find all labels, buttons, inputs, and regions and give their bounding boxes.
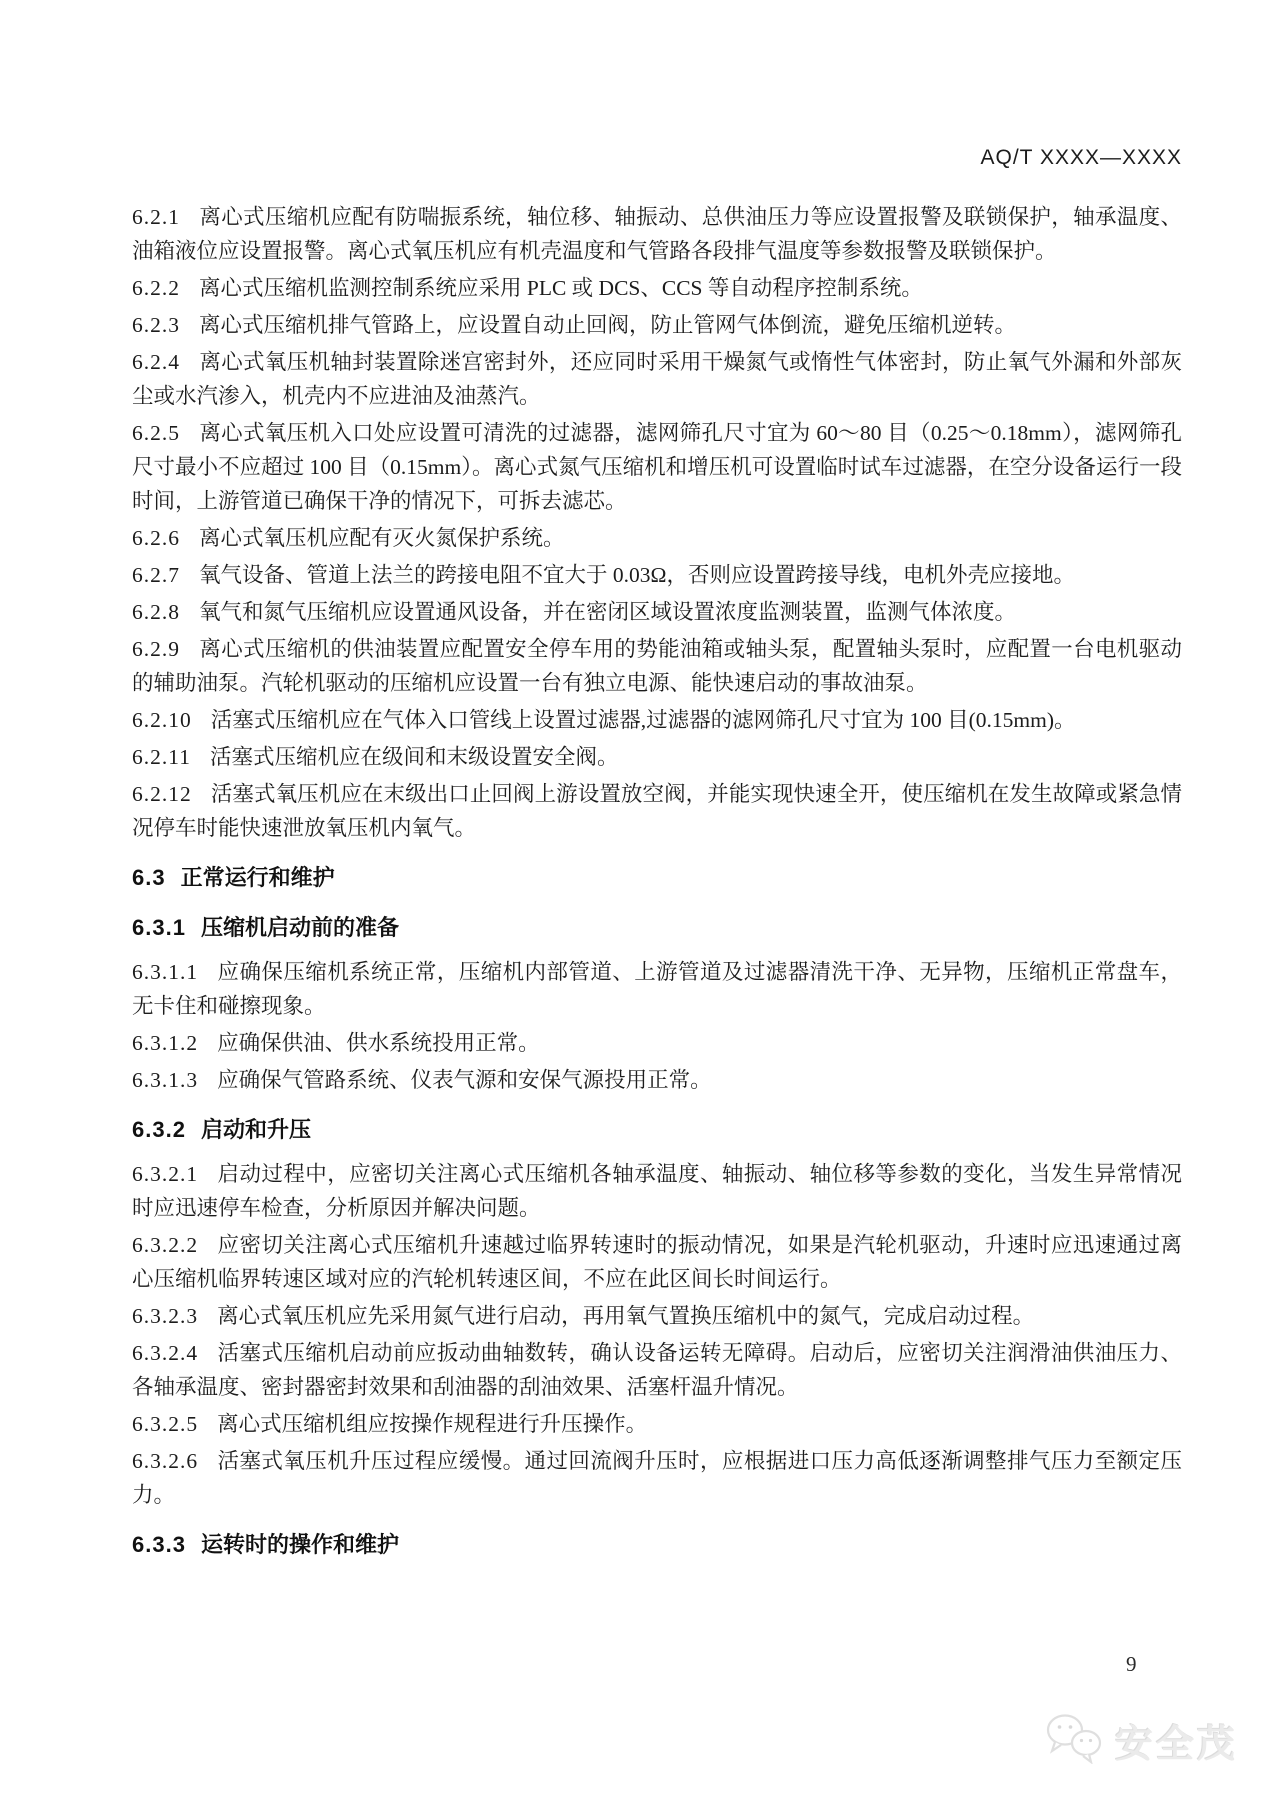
clause-6-2-6 — [132, 521, 1182, 555]
clause-6-3-2-1 — [132, 1157, 1182, 1225]
clause-text: 氧气和氮气压缩机应设置通风设备，并在密闭区域设置浓度监测装置，监测气体浓度。 — [199, 600, 1017, 624]
section-title: 正常运行和维护 — [180, 865, 335, 890]
clause-number: 6.2.12 — [132, 782, 192, 806]
clause-number: 6.2.2 — [132, 276, 180, 300]
clause-number: 6.3.2.6 — [132, 1449, 199, 1473]
clause-6-3-2-2 — [132, 1228, 1182, 1296]
clause-6-2-8 — [132, 595, 1182, 629]
watermark-text: 安全茂 — [1114, 1724, 1238, 1766]
clause-number: 6.2.7 — [132, 563, 180, 587]
section-heading-6-3-3 — [132, 1528, 1182, 1562]
clause-6-3-1-2 — [132, 1026, 1182, 1060]
clause-number: 6.3.2.3 — [132, 1304, 199, 1328]
section-title: 启动和升压 — [200, 1117, 311, 1142]
clause-number: 6.3.2.5 — [132, 1412, 199, 1436]
clause-text: 活塞式压缩机启动前应扳动曲轴数转，确认设备运转无障碍。启动后，应密切关注润滑油供油压力、各轴承温度、密封器密封效果和刮油器的刮油效果、活塞杆温升情况。 — [132, 1341, 1182, 1399]
clause-text: 活塞式压缩机应在级间和末级设置安全阀。 — [209, 745, 619, 769]
clause-number: 6.3.2.1 — [132, 1162, 199, 1186]
clause-text: 离心式氧压机入口处应设置可清洗的过滤器，滤网筛孔尺寸宜为 60～80 目（0.25～0.18mm），滤网筛孔尺寸最小不应超过 100 目（0.15mm）。离心式氮气压缩机和增压机可设置临时试车过滤器，在空分设备运行一段时间，上游管道已确保干净的情况下，可拆去滤芯。 — [132, 421, 1182, 513]
clause-6-3-2-5 — [132, 1407, 1182, 1441]
clause-6-2-1 — [132, 200, 1182, 268]
clause-text: 离心式氧压机应配有灭火氮保护系统。 — [199, 526, 565, 550]
standard-code-header: AQ/T XXXX—XXXX — [980, 146, 1182, 169]
section-title: 压缩机启动前的准备 — [200, 915, 399, 940]
clause-number: 6.2.8 — [132, 600, 180, 624]
clause-number: 6.2.3 — [132, 313, 180, 337]
clause-text: 应确保气管路系统、仪表气源和安保气源投用正常。 — [217, 1068, 712, 1092]
clause-text: 活塞式氧压机升压过程应缓慢。通过回流阀升压时，应根据进口压力高低逐渐调整排气压力至额定压力。 — [132, 1449, 1182, 1507]
page-number: 9 — [1126, 1652, 1137, 1676]
clause-text: 活塞式压缩机应在气体入口管线上设置过滤器,过滤器的滤网筛孔尺寸宜为 100 目(0.15mm)。 — [210, 708, 1076, 732]
clause-number: 6.3.2.4 — [132, 1341, 199, 1365]
clause-text: 离心式压缩机排气管路上，应设置自动止回阀，防止管网气体倒流，避免压缩机逆转。 — [199, 313, 1017, 337]
clause-number: 6.2.11 — [132, 745, 191, 769]
clause-6-2-12 — [132, 777, 1182, 845]
wechat-icon — [1045, 1712, 1105, 1769]
section-title: 运转时的操作和维护 — [200, 1532, 399, 1557]
clause-number: 6.3.1.2 — [132, 1031, 199, 1055]
watermark — [1045, 1712, 1238, 1769]
clause-text: 应密切关注离心式压缩机升速越过临界转速时的振动情况，如果是汽轮机驱动，升速时应迅速通过离心压缩机临界转速区域对应的汽轮机转速区间，不应在此区间长时间运行。 — [132, 1233, 1182, 1291]
clause-6-2-3 — [132, 308, 1182, 342]
clause-number: 6.2.9 — [132, 637, 180, 661]
clause-6-2-7 — [132, 558, 1182, 592]
section-number: 6.3 — [132, 865, 166, 890]
clause-number: 6.2.10 — [132, 708, 192, 732]
clause-number: 6.2.6 — [132, 526, 180, 550]
clause-6-3-2-3 — [132, 1299, 1182, 1333]
clause-6-2-2 — [132, 271, 1182, 305]
clause-6-2-5 — [132, 416, 1182, 518]
clause-6-2-4 — [132, 345, 1182, 413]
clause-text: 离心式氧压机轴封装置除迷宫密封外，还应同时采用干燥氮气或惰性气体密封，防止氧气外漏和外部灰尘或水汽渗入，机壳内不应进油及油蒸汽。 — [132, 350, 1182, 408]
section-heading-6-3-1 — [132, 911, 1182, 945]
clause-6-2-9 — [132, 632, 1182, 700]
clause-text: 离心式压缩机的供油装置应配置安全停车用的势能油箱或轴头泵，配置轴头泵时，应配置一台电机驱动的辅助油泵。汽轮机驱动的压缩机应设置一台有独立电源、能快速启动的事故油泵。 — [132, 637, 1182, 695]
section-heading-6-3 — [132, 861, 1182, 895]
section-number: 6.3.2 — [132, 1117, 186, 1142]
clause-text: 应确保供油、供水系统投用正常。 — [217, 1031, 540, 1055]
clause-6-3-1-3 — [132, 1063, 1182, 1097]
clause-number: 6.3.1.1 — [132, 960, 199, 984]
clause-text: 氧气设备、管道上法兰的跨接电阻不宜大于 0.03Ω，否则应设置跨接导线，电机外壳应接地。 — [199, 563, 1075, 587]
clause-number: 6.3.1.3 — [132, 1068, 199, 1092]
page-content — [132, 146, 1182, 1572]
clause-6-2-11 — [132, 740, 1182, 774]
clause-text: 离心式氧压机应先采用氮气进行启动，再用氧气置换压缩机中的氮气，完成启动过程。 — [217, 1304, 1035, 1328]
section-number: 6.3.3 — [132, 1532, 186, 1557]
clause-number: 6.2.4 — [132, 350, 180, 374]
clause-6-3-2-4 — [132, 1336, 1182, 1404]
clause-number: 6.3.2.2 — [132, 1233, 199, 1257]
clause-6-3-1-1 — [132, 955, 1182, 1023]
clause-number: 6.2.5 — [132, 421, 180, 445]
clause-text: 离心式压缩机监测控制系统应采用 PLC 或 DCS、CCS 等自动程序控制系统。 — [199, 276, 923, 300]
clause-6-2-10 — [132, 703, 1182, 737]
clause-text: 离心式压缩机组应按操作规程进行升压操作。 — [217, 1412, 648, 1436]
clause-text: 启动过程中，应密切关注离心式压缩机各轴承温度、轴振动、轴位移等参数的变化，当发生异常情况时应迅速停车检查，分析原因并解决问题。 — [132, 1162, 1182, 1220]
clause-text: 活塞式氧压机应在末级出口止回阀上游设置放空阀，并能实现快速全开，使压缩机在发生故障或紧急情况停车时能快速泄放氧压机内氧气。 — [132, 782, 1182, 840]
section-heading-6-3-2 — [132, 1113, 1182, 1147]
clause-number: 6.2.1 — [132, 205, 180, 229]
clause-6-3-2-6 — [132, 1444, 1182, 1512]
clause-text: 离心式压缩机应配有防喘振系统，轴位移、轴振动、总供油压力等应设置报警及联锁保护，轴承温度、油箱液位应设置报警。离心式氧压机应有机壳温度和气管路各段排气温度等参数报警及联锁保护。 — [132, 205, 1182, 263]
section-number: 6.3.1 — [132, 915, 186, 940]
clause-text: 应确保压缩机系统正常，压缩机内部管道、上游管道及过滤器清洗干净、无异物，压缩机正常盘车，无卡住和碰擦现象。 — [132, 960, 1182, 1018]
